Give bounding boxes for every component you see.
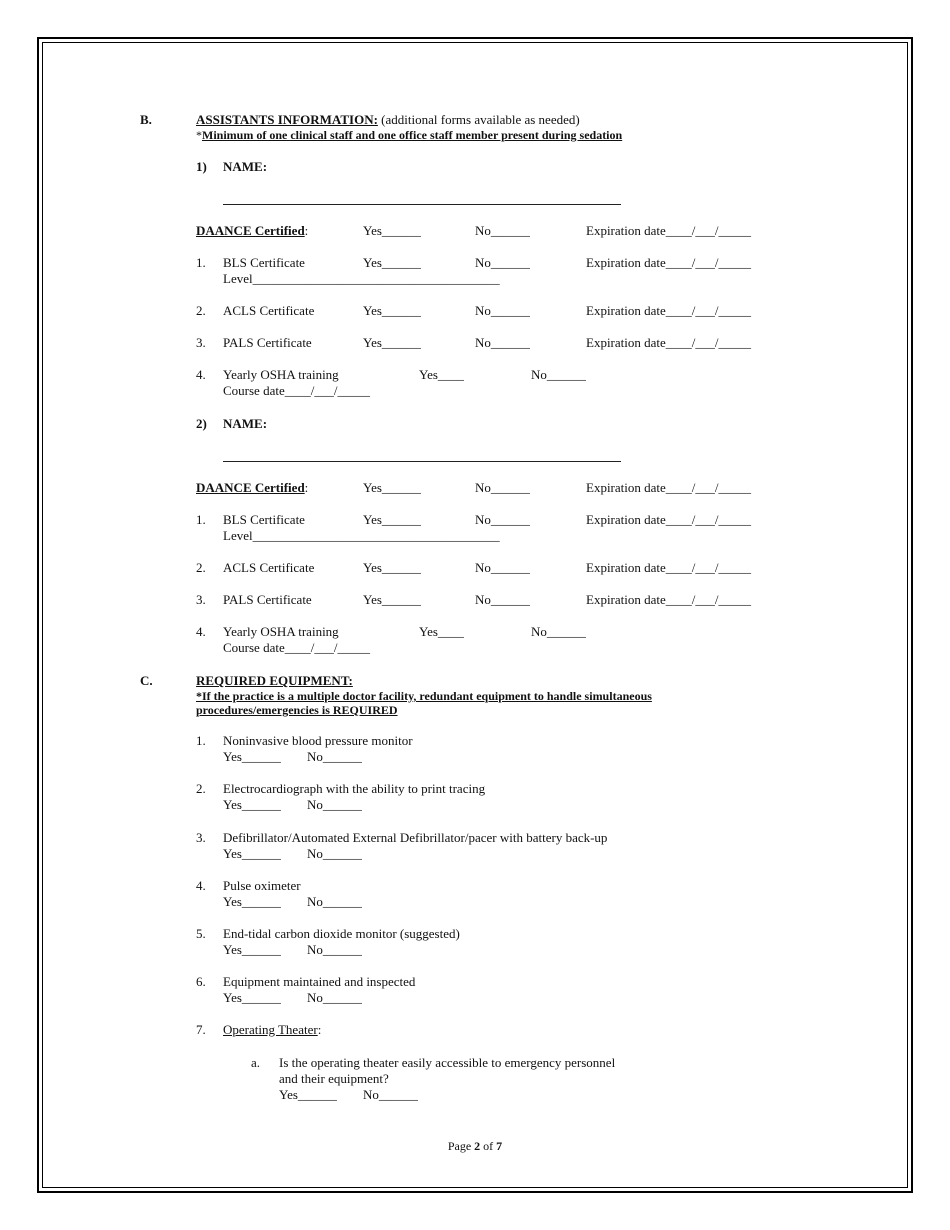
bls-number: 1.: [196, 512, 206, 527]
pals-number: 3.: [196, 592, 206, 607]
equipment-yes[interactable]: Yes______: [223, 942, 281, 957]
equipment-number: 3.: [196, 830, 206, 845]
acls-no[interactable]: No______: [475, 560, 530, 575]
equipment-number: 1.: [196, 733, 206, 748]
osha-no[interactable]: No______: [531, 367, 586, 382]
acls-yes[interactable]: Yes______: [363, 560, 421, 575]
section-b-subtitle: (additional forms available as needed): [377, 112, 580, 127]
pals-no[interactable]: No______: [475, 592, 530, 607]
osha-no[interactable]: No______: [531, 624, 586, 639]
operating-theater-number: 7.: [196, 1022, 206, 1037]
acls-expiration[interactable]: Expiration date____/___/_____: [586, 560, 752, 575]
acls-number: 2.: [196, 303, 206, 318]
pals-yes[interactable]: Yes______: [363, 592, 421, 607]
daance-label: DAANCE Certified: [196, 223, 305, 238]
pals-label: PALS Certificate: [223, 592, 312, 607]
equipment-number: 2.: [196, 781, 206, 796]
operating-theater-colon: :: [317, 1022, 322, 1037]
acls-yes[interactable]: Yes______: [363, 303, 421, 318]
equipment-label: Pulse oximeter: [223, 878, 301, 893]
equipment-no[interactable]: No______: [307, 797, 362, 812]
operating-theater-heading: [223, 1022, 321, 1038]
osha-yes[interactable]: Yes____: [419, 624, 464, 639]
sub-item-no[interactable]: No______: [363, 1087, 418, 1102]
bls-expiration[interactable]: Expiration date____/___/_____: [586, 255, 752, 270]
pals-yes[interactable]: Yes______: [363, 335, 421, 350]
daance-expiration[interactable]: Expiration date____/___/_____: [586, 223, 752, 238]
section-c-title: REQUIRED EQUIPMENT:: [196, 673, 353, 688]
osha-label: Yearly OSHA training: [223, 624, 339, 639]
of-word: of: [480, 1139, 497, 1153]
pals-label: PALS Certificate: [223, 335, 312, 350]
sub-item-question-line2: and their equipment?: [279, 1071, 389, 1086]
section-b-title: ASSISTANTS INFORMATION:: [196, 112, 378, 127]
equipment-label: End-tidal carbon dioxide monitor (suggested): [223, 926, 460, 941]
section-c-note-line2: procedures/emergencies is REQUIRED: [196, 703, 398, 717]
section-b-note-text: Minimum of one clinical staff and one office staff member present during sedation: [202, 128, 623, 142]
equipment-no[interactable]: No______: [307, 749, 362, 764]
equipment-label: Defibrillator/Automated External Defibrillator/pacer with battery back-up: [223, 830, 608, 845]
osha-number: 4.: [196, 624, 206, 639]
name-input-line[interactable]: [223, 204, 621, 205]
section-c-note-line1: *If the practice is a multiple doctor facility, redundant equipment to handle simultaneous: [196, 689, 652, 703]
osha-label: Yearly OSHA training: [223, 367, 339, 382]
pals-expiration[interactable]: Expiration date____/___/_____: [586, 592, 752, 607]
equipment-yes[interactable]: Yes______: [223, 846, 281, 861]
acls-label: ACLS Certificate: [223, 303, 315, 318]
section-b-header: [196, 112, 580, 128]
equipment-number: 5.: [196, 926, 206, 941]
equipment-label: Equipment maintained and inspected: [223, 974, 416, 989]
sub-item-letter: a.: [251, 1055, 261, 1070]
sub-item-question-line1: Is the operating theater easily accessible to emergency personnel: [279, 1055, 616, 1070]
acls-label: ACLS Certificate: [223, 560, 315, 575]
section-b-note: [196, 128, 622, 142]
name-label: NAME:: [223, 416, 268, 431]
daance-yes[interactable]: Yes______: [363, 223, 421, 238]
osha-course-date[interactable]: Course date____/___/_____: [223, 640, 370, 655]
bls-number: 1.: [196, 255, 206, 270]
daance-expiration[interactable]: Expiration date____/___/_____: [586, 480, 752, 495]
section-b-letter: B.: [140, 112, 152, 127]
acls-number: 2.: [196, 560, 206, 575]
name-input-line[interactable]: [223, 461, 621, 462]
pals-number: 3.: [196, 335, 206, 350]
bls-yes[interactable]: Yes______: [363, 255, 421, 270]
daance-label: DAANCE Certified: [196, 480, 305, 495]
bls-yes[interactable]: Yes______: [363, 512, 421, 527]
name-label: NAME:: [223, 159, 268, 174]
page-total: 7: [496, 1139, 503, 1153]
equipment-label: Noninvasive blood pressure monitor: [223, 733, 413, 748]
equipment-number: 6.: [196, 974, 206, 989]
daance-yes[interactable]: Yes______: [363, 480, 421, 495]
acls-expiration[interactable]: Expiration date____/___/_____: [586, 303, 752, 318]
bls-expiration[interactable]: Expiration date____/___/_____: [586, 512, 752, 527]
page-number: [0, 1138, 950, 1154]
equipment-no[interactable]: No______: [307, 990, 362, 1005]
page-word: Page: [447, 1139, 475, 1153]
daance-no[interactable]: No______: [475, 223, 530, 238]
osha-yes[interactable]: Yes____: [419, 367, 464, 382]
daance-no[interactable]: No______: [475, 480, 530, 495]
daance-colon: :: [304, 223, 309, 238]
bls-level[interactable]: Level______________________________________: [223, 528, 500, 543]
equipment-no[interactable]: No______: [307, 942, 362, 957]
daance-row: [196, 223, 308, 239]
pals-expiration[interactable]: Expiration date____/___/_____: [586, 335, 752, 350]
equipment-yes[interactable]: Yes______: [223, 990, 281, 1005]
bls-level[interactable]: Level______________________________________: [223, 271, 500, 286]
section-c-letter: C.: [140, 673, 153, 688]
daance-colon: :: [304, 480, 309, 495]
daance-row: [196, 480, 308, 496]
equipment-yes[interactable]: Yes______: [223, 894, 281, 909]
equipment-yes[interactable]: Yes______: [223, 749, 281, 764]
equipment-no[interactable]: No______: [307, 846, 362, 861]
equipment-no[interactable]: No______: [307, 894, 362, 909]
acls-no[interactable]: No______: [475, 303, 530, 318]
page-border-inner: [42, 42, 908, 1188]
operating-theater-label: Operating Theater: [223, 1022, 318, 1037]
osha-course-date[interactable]: Course date____/___/_____: [223, 383, 370, 398]
bls-no[interactable]: No______: [475, 512, 530, 527]
assistant-number: 1): [196, 159, 207, 174]
sub-item-yes[interactable]: Yes______: [279, 1087, 337, 1102]
pals-no[interactable]: No______: [475, 335, 530, 350]
equipment-label: Electrocardiograph with the ability to print tracing: [223, 781, 486, 796]
section-b-asterisk: *: [196, 128, 202, 142]
bls-no[interactable]: No______: [475, 255, 530, 270]
osha-number: 4.: [196, 367, 206, 382]
bls-label: BLS Certificate: [223, 255, 305, 270]
bls-label: BLS Certificate: [223, 512, 305, 527]
assistant-number: 2): [196, 416, 207, 431]
equipment-yes[interactable]: Yes______: [223, 797, 281, 812]
equipment-number: 4.: [196, 878, 206, 893]
page-current: 2: [474, 1139, 481, 1153]
